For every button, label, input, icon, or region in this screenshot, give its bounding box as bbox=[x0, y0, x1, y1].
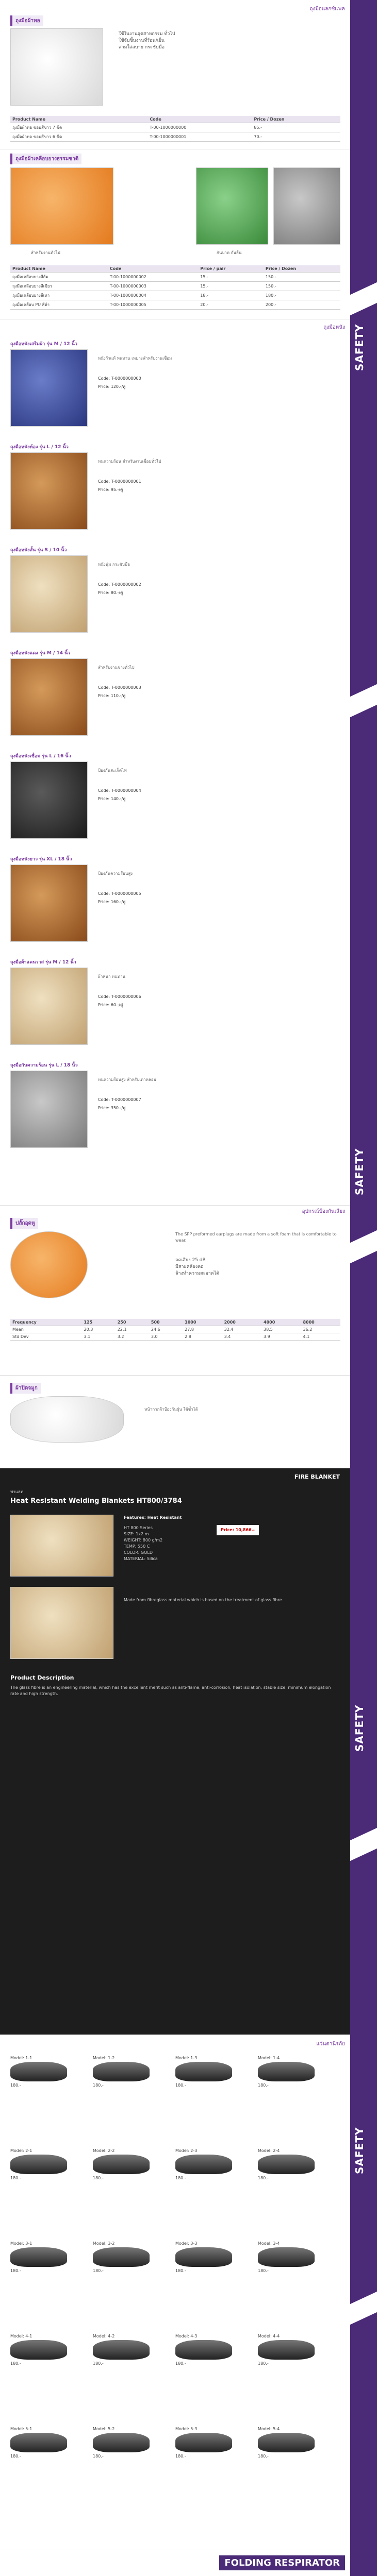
item-price: Price: 160.-/คู่ bbox=[98, 900, 126, 904]
model-label: Model: 1-2 bbox=[93, 2056, 115, 2060]
model-price: 180.- bbox=[10, 2083, 21, 2088]
glasses-card[interactable] bbox=[93, 2334, 155, 2370]
item-code: Code: T-0000000006 bbox=[98, 994, 141, 999]
glasses-photo bbox=[93, 2062, 150, 2081]
sidebar-word: SAFETY bbox=[353, 1704, 366, 1752]
brand-name: พาแลท bbox=[10, 1489, 24, 1494]
glasses-card[interactable] bbox=[10, 2056, 72, 2092]
model-price: 180.- bbox=[10, 2361, 21, 2366]
model-price: 180.- bbox=[10, 2268, 21, 2273]
attenuation-table bbox=[10, 1319, 340, 1341]
table-cell: T-00-1000000003 bbox=[108, 282, 198, 291]
table-row bbox=[10, 132, 340, 142]
item-code: Code: T-0000000000 bbox=[98, 376, 141, 381]
model-label: Model: 2-2 bbox=[93, 2148, 115, 2153]
item-desc: ป้องกันสะเก็ดไฟ bbox=[98, 768, 127, 773]
glove-photo bbox=[273, 167, 340, 245]
model-price: 180.- bbox=[258, 2083, 269, 2088]
caption: สำหรับงานทั่วไป bbox=[31, 250, 60, 255]
item-code: Code: T-0000000004 bbox=[98, 788, 141, 793]
section-header: ผ้าปิดจมูก bbox=[10, 1383, 41, 1394]
feature-item: ใช้ในงานอุตสาหกรรม ทั่วไป bbox=[119, 31, 175, 37]
table-header: 1000 bbox=[183, 1319, 222, 1326]
item-price: Price: 80.-/คู่ bbox=[98, 590, 123, 595]
glasses-card[interactable] bbox=[175, 2148, 237, 2184]
glasses-photo bbox=[258, 2247, 315, 2267]
sidebar-word: SAFETY bbox=[353, 2127, 366, 2174]
table-cell: 3.9 bbox=[261, 1333, 301, 1341]
glove-photo bbox=[10, 865, 88, 942]
model-price: 180.- bbox=[93, 2083, 104, 2088]
section-woven-gloves bbox=[0, 0, 350, 149]
price-table bbox=[10, 265, 340, 310]
item-code: Code: T-0000000002 bbox=[98, 582, 141, 587]
item-title: ถุงมือผ้าแคนวาส รุ่น M / 12 นิ้ว bbox=[10, 960, 76, 965]
spec-title: Features: Heat Resistant bbox=[124, 1515, 182, 1520]
table-cell: 3.2 bbox=[116, 1333, 149, 1341]
table-cell: 22.1 bbox=[116, 1326, 149, 1333]
spec-item: HT 800 Series bbox=[124, 1526, 153, 1530]
model-label: Model: 3-2 bbox=[93, 2241, 115, 2246]
model-label: Model: 3-1 bbox=[10, 2241, 32, 2246]
glasses-photo bbox=[93, 2340, 150, 2360]
table-cell: 15.- bbox=[198, 273, 264, 282]
table-cell: ถุงมือเคลือบ PU สีดำ bbox=[10, 300, 108, 310]
feature-list bbox=[119, 31, 325, 51]
spec-list bbox=[124, 1525, 162, 1562]
feature-item: สวมใส่สบาย กระชับมือ bbox=[119, 45, 165, 50]
table-header: Code bbox=[108, 265, 198, 273]
item-title: ถุงมือหนังสั้น รุ่น S / 10 นิ้ว bbox=[10, 548, 67, 553]
glasses-card[interactable] bbox=[258, 2334, 320, 2370]
glasses-photo bbox=[175, 2062, 232, 2081]
model-price: 180.- bbox=[258, 2176, 269, 2180]
sidebar bbox=[350, 0, 377, 2576]
table-cell: 2.8 bbox=[183, 1333, 222, 1341]
table-cell: 36.2 bbox=[301, 1326, 340, 1333]
price-table bbox=[10, 116, 340, 142]
section-title: อุปกรณ์ป้องกันเสียง bbox=[302, 1209, 345, 1214]
table-header: Product Name bbox=[10, 116, 147, 123]
table-cell: 85.- bbox=[252, 123, 340, 132]
glove-photo bbox=[10, 349, 88, 427]
model-price: 180.- bbox=[175, 2361, 186, 2366]
glasses-card[interactable] bbox=[93, 2148, 155, 2184]
respirator-banner: FOLDING RESPIRATOR bbox=[219, 2555, 345, 2570]
table-cell: 150.- bbox=[264, 282, 340, 291]
glasses-photo bbox=[175, 2433, 232, 2452]
table-cell: 3.1 bbox=[82, 1333, 116, 1341]
item-code: Code: T-0000000005 bbox=[98, 891, 141, 896]
section-fire-blanket bbox=[0, 1468, 350, 2035]
product-title: Heat Resistant Welding Blankets HT800/3784 bbox=[10, 1497, 182, 1505]
glasses-card[interactable] bbox=[10, 2241, 72, 2277]
blanket-detail-photo bbox=[10, 1587, 113, 1659]
table-cell: T-00-1000000002 bbox=[108, 273, 198, 282]
glove-photo bbox=[10, 28, 103, 106]
table-header: Price / Dozen bbox=[264, 265, 340, 273]
glasses-photo bbox=[10, 2340, 67, 2360]
item-price: Price: 120.-/คู่ bbox=[98, 384, 126, 389]
model-price: 180.- bbox=[10, 2454, 21, 2459]
section-glasses bbox=[0, 2035, 350, 2550]
table-header: 2000 bbox=[222, 1319, 261, 1326]
table-cell: T-00-1000000005 bbox=[108, 300, 198, 310]
item-title: ถุงมือหนังท้อง รุ่น L / 12 นิ้ว bbox=[10, 445, 69, 450]
glasses-card[interactable] bbox=[175, 2056, 237, 2092]
price-badge: Price: 10,866.- bbox=[217, 1525, 259, 1535]
glove-photo bbox=[10, 555, 88, 633]
model-price: 180.- bbox=[175, 2268, 186, 2273]
table-cell: T-00-1000000004 bbox=[108, 291, 198, 300]
model-price: 180.- bbox=[93, 2361, 104, 2366]
item-desc: ทนความร้อนสูง สำหรับเตาหลอม bbox=[98, 1077, 156, 1082]
item-title: ถุงมือหนังเชื่อม รุ่น L / 16 นิ้ว bbox=[10, 754, 71, 759]
table-cell: 32.4 bbox=[222, 1326, 261, 1333]
table-cell: 20.3 bbox=[82, 1326, 116, 1333]
spec-item: SIZE: 1x2 m bbox=[124, 1532, 149, 1536]
table-cell: 20.- bbox=[198, 300, 264, 310]
glasses-photo bbox=[10, 2247, 67, 2267]
glasses-photo bbox=[258, 2340, 315, 2360]
feature-list bbox=[175, 1257, 340, 1277]
table-header: Price / Dozen bbox=[252, 116, 340, 123]
glove-photo bbox=[10, 1071, 88, 1148]
item-code: Code: T-0000000007 bbox=[98, 1097, 141, 1102]
item-desc: ทนความร้อน สำหรับงานเชื่อมทั่วไป bbox=[98, 459, 161, 464]
model-price: 180.- bbox=[258, 2361, 269, 2366]
section-header: ถุงมือผ้าทอ bbox=[10, 15, 43, 26]
table-cell: 24.6 bbox=[149, 1326, 183, 1333]
glasses-photo bbox=[175, 2155, 232, 2174]
fire-blanket-label: FIRE BLANKET bbox=[294, 1473, 340, 1480]
table-cell: ถุงมือเคลือบยางสีเขียว bbox=[10, 282, 108, 291]
model-label: Model: 2-3 bbox=[175, 2148, 198, 2153]
model-label: Model: 3-4 bbox=[258, 2241, 280, 2246]
model-label: Model: 4-1 bbox=[10, 2334, 32, 2338]
table-cell: ถุงมือผ้าทอ ขอบสีขาว 6 ขีด bbox=[10, 132, 147, 142]
item-code: Code: T-0000000001 bbox=[98, 479, 141, 484]
glasses-photo bbox=[175, 2247, 232, 2267]
feature-item: ใช้จับชิ้นงานที่ร้อน/เย็น bbox=[119, 38, 165, 43]
glove-photo bbox=[196, 167, 268, 245]
glasses-photo bbox=[175, 2340, 232, 2360]
glasses-photo bbox=[10, 2062, 67, 2081]
table-cell: 4.1 bbox=[301, 1333, 340, 1341]
table-row bbox=[10, 273, 340, 282]
product-description: หน้ากากผ้าป้องกันฝุ่น ใช้ซ้ำได้ bbox=[144, 1407, 198, 1412]
glasses-card[interactable] bbox=[258, 2148, 320, 2184]
item-desc: หนังวัวแท้ ทนทาน เหมาะสำหรับงานเชื่อม bbox=[98, 356, 172, 361]
glove-photo bbox=[10, 968, 88, 1045]
glasses-photo bbox=[93, 2247, 150, 2267]
table-cell: Std Dev bbox=[10, 1333, 82, 1341]
table-header: 125 bbox=[82, 1319, 116, 1326]
item-price: Price: 110.-/คู่ bbox=[98, 693, 126, 698]
model-price: 180.- bbox=[175, 2176, 186, 2180]
table-cell: 27.8 bbox=[183, 1326, 222, 1333]
glove-photo bbox=[10, 167, 113, 245]
model-label: Model: 2-4 bbox=[258, 2148, 280, 2153]
section-coated-gloves bbox=[0, 149, 350, 319]
model-label: Model: 5-2 bbox=[93, 2427, 115, 2431]
item-desc: ป้องกันความร้อนสูง bbox=[98, 871, 133, 876]
item-title: ถุงมือหนังเสริมผ้า รุ่น M / 12 นิ้ว bbox=[10, 342, 77, 347]
glasses-card[interactable] bbox=[93, 2056, 155, 2092]
table-header: 250 bbox=[116, 1319, 149, 1326]
item-price: Price: 60.-/คู่ bbox=[98, 1003, 123, 1007]
table-row bbox=[10, 282, 340, 291]
item-price: Price: 140.-/คู่ bbox=[98, 796, 126, 801]
glasses-card[interactable] bbox=[258, 2056, 320, 2092]
model-price: 180.- bbox=[258, 2454, 269, 2459]
glasses-card[interactable] bbox=[10, 2334, 72, 2370]
table-cell: 70.- bbox=[252, 132, 340, 142]
glasses-photo bbox=[10, 2155, 67, 2174]
model-label: Model: 1-3 bbox=[175, 2056, 198, 2060]
glasses-photo bbox=[93, 2155, 150, 2174]
model-price: 180.- bbox=[175, 2454, 186, 2459]
glasses-photo bbox=[10, 2433, 67, 2452]
table-cell: 3.0 bbox=[149, 1333, 183, 1341]
glove-photo bbox=[10, 658, 88, 736]
table-header: Product Name bbox=[10, 265, 108, 273]
glasses-photo bbox=[258, 2155, 315, 2174]
table-cell: 200.- bbox=[264, 300, 340, 310]
model-label: Model: 1-4 bbox=[258, 2056, 280, 2060]
glasses-card[interactable] bbox=[258, 2427, 320, 2463]
section-respirator bbox=[0, 2550, 350, 2576]
item-desc: หนังนุ่ม กระชับมือ bbox=[98, 562, 130, 567]
item-title: ถุงมือกันความร้อน รุ่น L / 18 นิ้ว bbox=[10, 1063, 78, 1068]
item-title: ถุงมือหนังแดง รุ่น M / 14 นิ้ว bbox=[10, 651, 71, 656]
model-price: 180.- bbox=[175, 2083, 186, 2088]
table-cell: ถุงมือเคลือบยางสีเทา bbox=[10, 291, 108, 300]
item-desc: สำหรับงานช่างทั่วไป bbox=[98, 665, 135, 670]
table-cell: 180.- bbox=[264, 291, 340, 300]
section-title: ถุงมือแลกซ์แพค bbox=[309, 6, 345, 12]
glove-photo bbox=[10, 761, 88, 839]
item-title: ถุงมือหนังยาว รุ่น XL / 18 นิ้ว bbox=[10, 857, 72, 862]
table-cell: ถุงมือผ้าทอ ขอบสีขาว 7 ขีด bbox=[10, 123, 147, 132]
section-ear-protection bbox=[0, 1206, 350, 1376]
model-label: Model: 1-1 bbox=[10, 2056, 32, 2060]
table-header: 4000 bbox=[261, 1319, 301, 1326]
section-title: แว่นตานิรภัย bbox=[316, 2041, 345, 2047]
section-header: ถุงมือผ้าเคลือบยางธรรมชาติ bbox=[10, 154, 81, 164]
model-label: Model: 4-2 bbox=[93, 2334, 115, 2338]
model-price: 180.- bbox=[10, 2176, 21, 2180]
section-title: ถุงมือหนัง bbox=[323, 325, 345, 330]
model-price: 180.- bbox=[93, 2268, 104, 2273]
glasses-card[interactable] bbox=[10, 2148, 72, 2184]
table-header: 8000 bbox=[301, 1319, 340, 1326]
sidebar-word: SAFETY bbox=[353, 324, 366, 371]
table-cell: 15.- bbox=[198, 282, 264, 291]
model-label: Model: 4-3 bbox=[175, 2334, 198, 2338]
table-cell: 38.5 bbox=[261, 1326, 301, 1333]
model-label: Model: 5-3 bbox=[175, 2427, 198, 2431]
glove-photo bbox=[10, 452, 88, 530]
table-cell: ถุงมือเคลือบยางสีส้ม bbox=[10, 273, 108, 282]
product-description: The SPP preformed earplugs are made from a soft foam that is comfortable to wear. bbox=[175, 1232, 337, 1243]
feature-item: ล้างทำความสะอาดได้ bbox=[175, 1271, 220, 1276]
feature-text: Made from fibreglass material which is based on the treatment of glass fibre. bbox=[124, 1598, 284, 1602]
spec-item: WEIGHT: 800 g/m2 bbox=[124, 1538, 163, 1543]
glasses-card[interactable] bbox=[175, 2427, 237, 2463]
description-text: The glass fibre is an engineering material, which has the excellent merit such as anti-flame, anti-corrosion, heat isolation, stable size, minimum elongation rate and high strength. bbox=[10, 1685, 331, 1696]
table-row bbox=[10, 291, 340, 300]
item-code: Code: T-0000000003 bbox=[98, 685, 141, 690]
model-label: Model: 4-4 bbox=[258, 2334, 280, 2338]
model-label: Model: 2-1 bbox=[10, 2148, 32, 2153]
table-cell: T-00-1000000000 bbox=[147, 123, 252, 132]
table-row bbox=[10, 123, 340, 132]
table-header: Price / pair bbox=[198, 265, 264, 273]
item-price: Price: 350.-/คู่ bbox=[98, 1106, 126, 1110]
table-cell: 3.4 bbox=[222, 1333, 261, 1341]
model-price: 180.- bbox=[93, 2454, 104, 2459]
section-mask bbox=[0, 1376, 350, 1468]
sidebar-word: SAFETY bbox=[353, 1148, 366, 1195]
item-desc: ผ้าหนา ทนทาน bbox=[98, 974, 125, 979]
glasses-card[interactable] bbox=[93, 2427, 155, 2463]
feature-item: ลดเสียง 25 dB bbox=[175, 1258, 206, 1263]
table-cell: Mean bbox=[10, 1326, 82, 1333]
feature-item: มีสายคล้องคอ bbox=[175, 1264, 204, 1269]
section-header: ปลั๊กอุดหู bbox=[10, 1218, 38, 1229]
blanket-photo bbox=[10, 1515, 113, 1577]
glasses-card[interactable] bbox=[93, 2241, 155, 2277]
table-cell: 18.- bbox=[198, 291, 264, 300]
description-title: Product Description bbox=[10, 1674, 74, 1681]
glasses-card[interactable] bbox=[10, 2427, 72, 2463]
glasses-card[interactable] bbox=[175, 2241, 237, 2277]
sidebar-band bbox=[350, 2292, 377, 2325]
mask-photo bbox=[10, 1396, 124, 1443]
sidebar-band bbox=[350, 684, 377, 717]
model-label: Model: 5-4 bbox=[258, 2427, 280, 2431]
caption: กันบาด กันลื่น bbox=[217, 250, 242, 255]
model-label: Model: 5-1 bbox=[10, 2427, 32, 2431]
table-row bbox=[10, 1326, 340, 1333]
glasses-card[interactable] bbox=[258, 2241, 320, 2277]
glasses-photo bbox=[258, 2433, 315, 2452]
model-price: 180.- bbox=[258, 2268, 269, 2273]
glasses-photo bbox=[93, 2433, 150, 2452]
table-header: 500 bbox=[149, 1319, 183, 1326]
model-price: 180.- bbox=[93, 2176, 104, 2180]
model-label: Model: 3-3 bbox=[175, 2241, 198, 2246]
glasses-photo bbox=[258, 2062, 315, 2081]
table-row bbox=[10, 300, 340, 310]
table-header: Code bbox=[147, 116, 252, 123]
table-row bbox=[10, 1333, 340, 1341]
section-leather-gloves bbox=[0, 319, 350, 1206]
spec-item: COLOR: GOLD bbox=[124, 1550, 153, 1555]
table-header: Frequency bbox=[10, 1319, 82, 1326]
sidebar-band bbox=[350, 1828, 377, 1861]
spec-item: TEMP: 550 C bbox=[124, 1544, 150, 1549]
table-cell: 150.- bbox=[264, 273, 340, 282]
table-cell: T-00-1000000001 bbox=[147, 132, 252, 142]
glasses-card[interactable] bbox=[175, 2334, 237, 2370]
earplug-photo bbox=[10, 1231, 88, 1298]
sidebar-band bbox=[350, 1230, 377, 1263]
item-price: Price: 95.-/คู่ bbox=[98, 487, 123, 492]
spec-item: MATERIAL: Silica bbox=[124, 1556, 158, 1561]
